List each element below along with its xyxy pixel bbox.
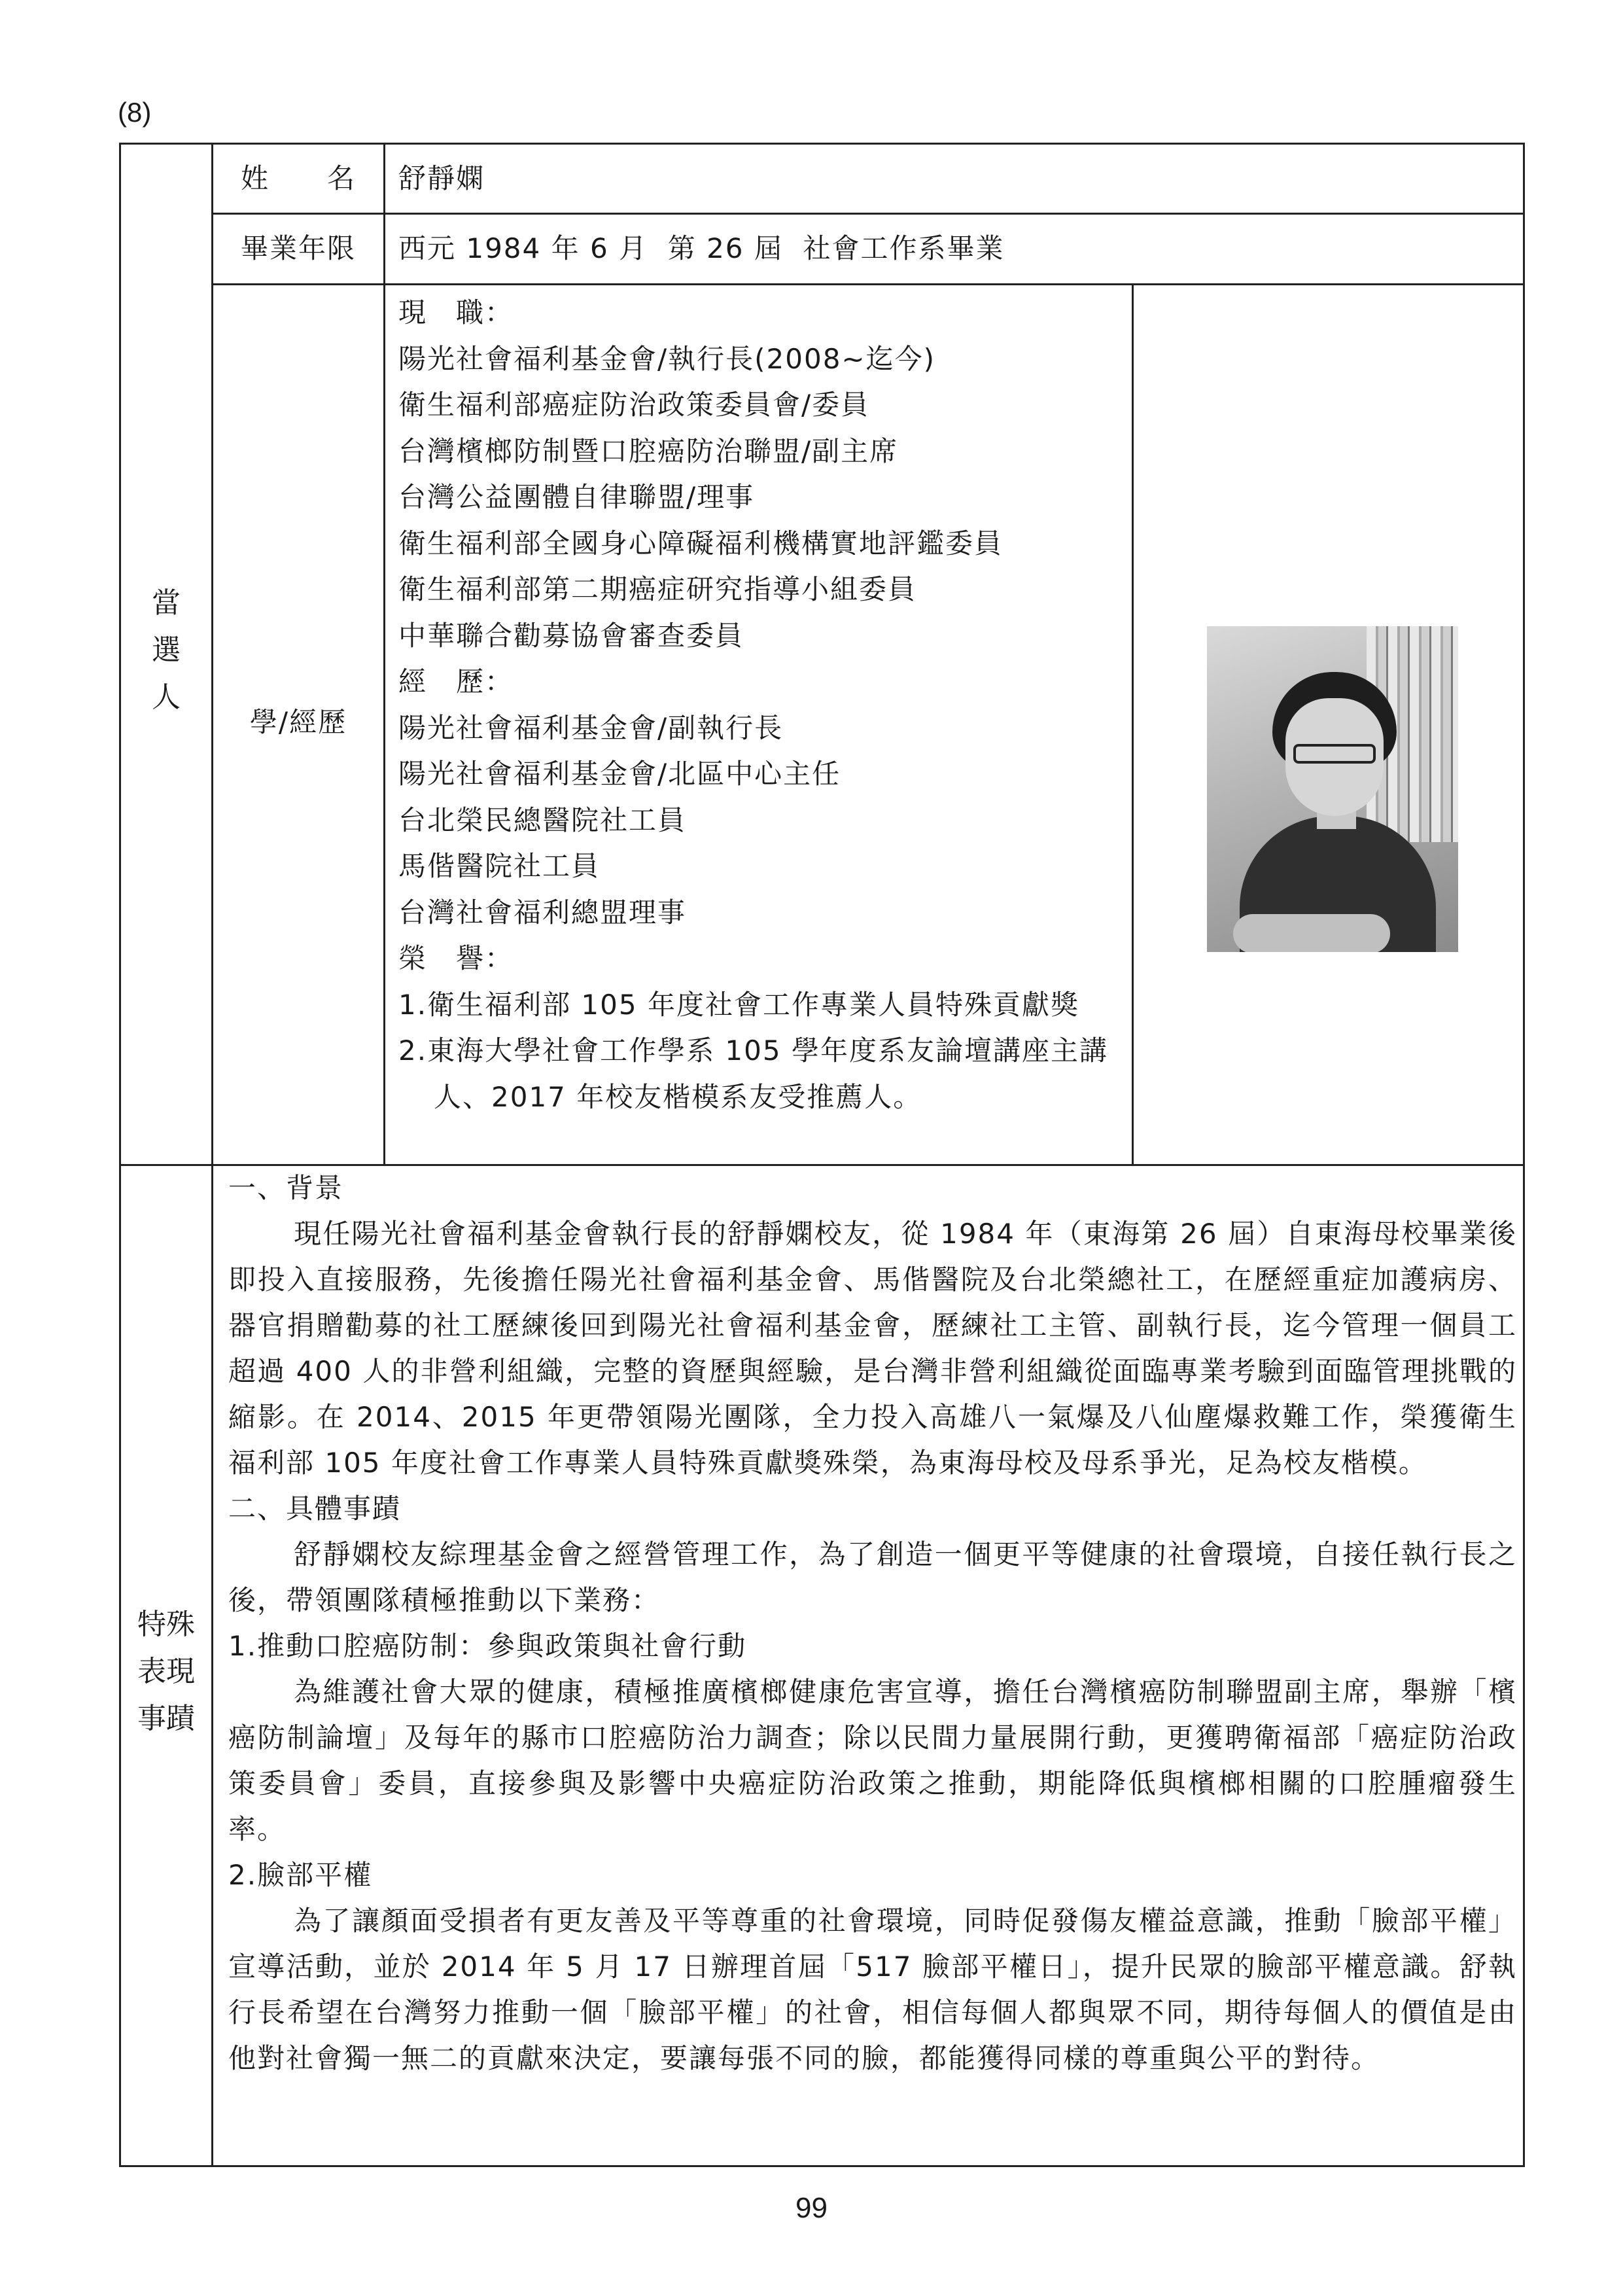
current-title: 現 職： bbox=[398, 296, 514, 328]
list-item: 2.東海大學社會工作學系 105 學年度系友論壇講座主講人、2017 年校友楷模系友受推薦人。 bbox=[398, 1034, 1108, 1113]
divider bbox=[211, 1164, 213, 2167]
experience-list bbox=[398, 290, 1111, 1120]
list-item: 衛生福利部全國身心障礙福利機構實地評鑑委員 bbox=[398, 527, 1003, 559]
experience-label: 學/經歷 bbox=[249, 706, 347, 738]
list-item: 衛生福利部癌症防治政策委員會/委員 bbox=[398, 389, 870, 421]
list-item: 衛生福利部第二期癌症研究指導小組委員 bbox=[398, 573, 917, 605]
elected-person-label: 當 選 人 bbox=[152, 586, 181, 714]
page-label: (8) bbox=[118, 97, 152, 128]
section-heading: 2.臉部平權 bbox=[228, 1859, 373, 1891]
portrait-photo bbox=[1207, 626, 1458, 952]
section-heading: 一、背景 bbox=[228, 1172, 344, 1204]
list-item: 陽光社會福利基金會/執行長(2008~迄今) bbox=[398, 342, 936, 375]
paragraph: 舒靜嫻校友綜理基金會之經營管理工作，為了創造一個更平等健康的社會環境，自接任執行長之後，帶領團隊積極推動以下業務： bbox=[228, 1538, 1517, 1616]
divider bbox=[211, 145, 213, 1165]
section-heading: 二、具體事蹟 bbox=[228, 1492, 402, 1525]
paragraph: 為維護社會大眾的健康，積極推廣檳榔健康危害宣導，擔任台灣檳癌防制聯盟副主席，舉辦「檳癌防制論壇」及每年的縣市口腔癌防治力調查；除以民間力量展開行動，更獲聘衛福部「癌症防治政策委員會」委員，直接參與及影響中央癌症防治政策之推動，期能降低與檳榔相關的口腔腫瘤發生率。 bbox=[228, 1676, 1517, 1845]
past-title: 經 歷： bbox=[398, 665, 514, 698]
page-number: 99 bbox=[795, 2192, 828, 2224]
list-item: 台灣公益團體自律聯盟/理事 bbox=[398, 481, 755, 513]
list-item: 陽光社會福利基金會/北區中心主任 bbox=[398, 758, 841, 790]
divider bbox=[211, 283, 1525, 285]
graduation-value: 西元 1984 年 6 月 第 26 屆 社會工作系畢業 bbox=[398, 232, 1005, 264]
list-item: 台灣社會福利總盟理事 bbox=[398, 896, 687, 928]
list-item: 馬偕醫院社工員 bbox=[398, 850, 601, 882]
special-deeds-text bbox=[228, 1165, 1517, 2081]
name-value: 舒靜嫻 bbox=[398, 162, 485, 194]
paragraph: 為了讓顏面受損者有更友善及平等尊重的社會環境，同時促發傷友權益意識，推動「臉部平權」宣導活動，並於 2014 年 5 月 17 日辦理首屆「517 臉部平權日」，提升民眾的臉部平權意識。舒執行長希望在台灣努力推動一個「臉部平權」的社會，相信每個人都與眾不同，期待每個人的價值是由他對社會獨一無二的貢獻來決定，要讓每張不同的臉，都能獲得同樣的尊重與公平的對待。 bbox=[228, 1905, 1517, 2074]
paragraph: 現任陽光社會福利基金會執行長的舒靜嫻校友，從 1984 年（東海第 26 屆）自東海母校畢業後即投入直接服務，先後擔任陽光社會福利基金會、馬偕醫院及台北榮總社工，在歷經重症加護病房、器官捐贈勸募的社工歷練後回到陽光社會福利基金會，歷練社工主管、副執行長，迄今管理一個員工超過 400 人的非營利組織，完整的資歷與經驗，是台灣非營利組織從面臨專業考驗到面臨管理挑戰的縮影。在 2014、2015 年更帶領陽光團隊，全力投入高雄八一氣爆及八仙塵爆救難工作，榮獲衛生福利部 105 年度社會工作專業人員特殊貢獻獎殊榮，為東海母校及母系爭光，足為校友楷模。 bbox=[228, 1218, 1517, 1479]
name-label: 姓 名 bbox=[240, 162, 356, 194]
list-item: 台灣檳榔防制暨口腔癌防治聯盟/副主席 bbox=[398, 434, 899, 467]
special-deeds-label: 特殊 表現 事蹟 bbox=[137, 1608, 195, 1735]
award-table bbox=[119, 143, 1525, 2167]
divider bbox=[383, 145, 385, 1165]
list-item: 台北榮民總醫院社工員 bbox=[398, 804, 687, 836]
list-item: 1.衛生福利部 105 年度社會工作專業人員特殊貢獻獎 bbox=[398, 988, 1079, 1021]
list-item: 陽光社會福利基金會/副執行長 bbox=[398, 711, 784, 744]
section-heading: 1.推動口腔癌防制：參與政策與社會行動 bbox=[228, 1630, 747, 1662]
divider bbox=[211, 213, 1525, 215]
list-item: 中華聯合勸募協會審查委員 bbox=[398, 619, 744, 652]
honors-title: 榮 譽： bbox=[398, 942, 514, 974]
divider bbox=[1132, 283, 1134, 1165]
graduation-label: 畢業年限 bbox=[240, 232, 356, 264]
